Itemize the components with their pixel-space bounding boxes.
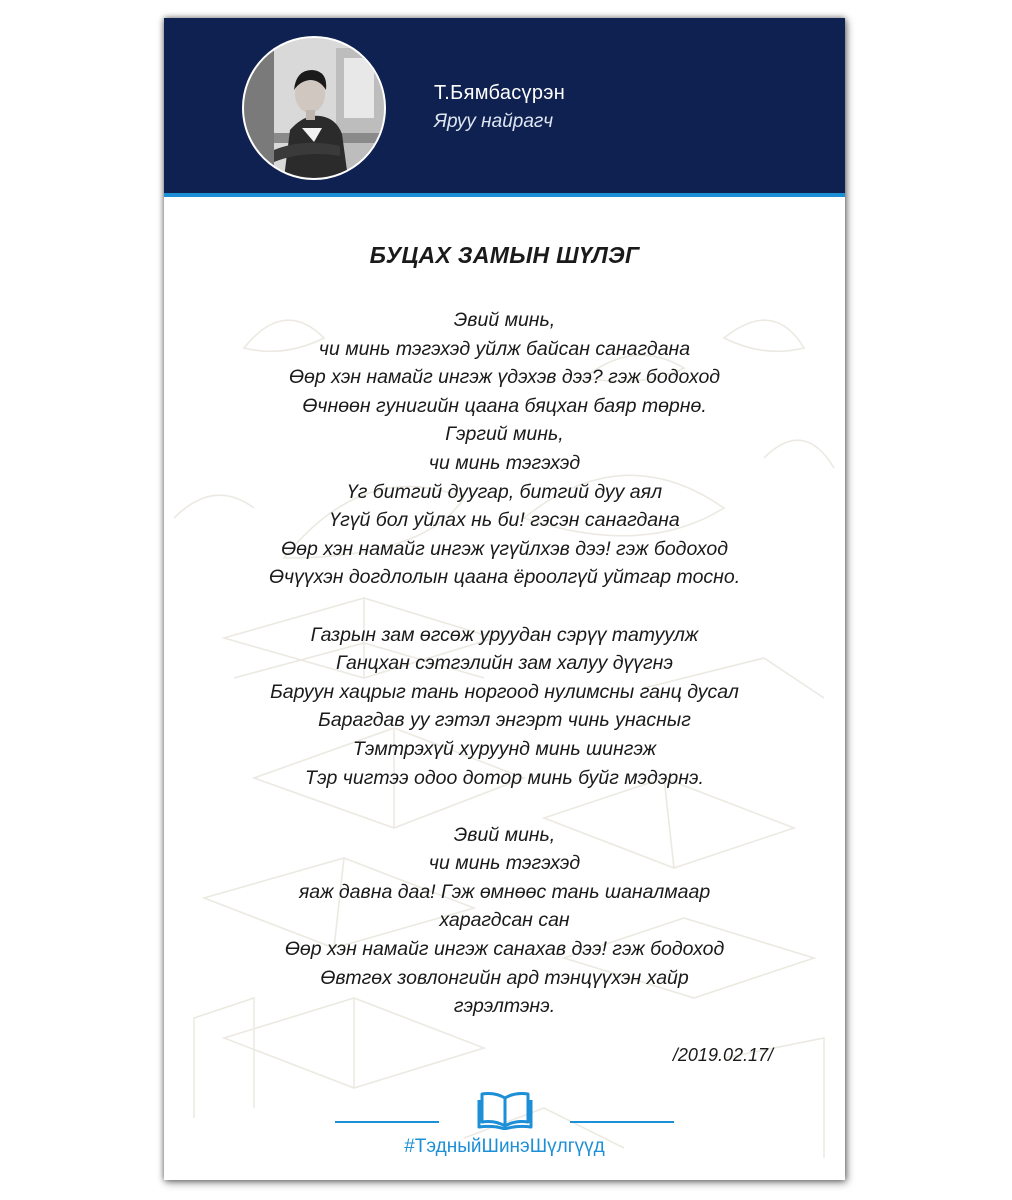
open-book-icon — [477, 1090, 533, 1130]
poem-line: Өчнөөн гунигийн цаана бяцхан баяр төрнө. — [302, 394, 707, 417]
poem-line: Баруун хацрыг тань норгоод нулимсны ганц дусал — [270, 680, 739, 703]
author-portrait-icon — [244, 38, 384, 178]
poem-line: Тэмтрэхүй хуруунд минь шингэж — [352, 737, 657, 760]
poem-line: Өөр хэн намайг ингэж үгүйлхэв дээ! гэж бодоход — [280, 537, 729, 560]
author-role: Яруу найрагч — [434, 111, 554, 132]
stanza-gap — [164, 592, 845, 621]
poem-line: Өвтгөх зовлонгийн ард тэнцүүхэн хайр — [320, 966, 689, 989]
poem-line: Ганцхан сэтгэлийн зам халуу дүүгнэ — [336, 652, 673, 675]
footer-divider-right — [570, 1121, 674, 1123]
poem-line: Эвий минь, — [453, 309, 556, 331]
poem-line: Барагдав уу гэтэл энгэрт чинь унасныг — [318, 709, 691, 732]
author-header — [164, 18, 845, 193]
poem-card — [164, 18, 845, 1180]
poem-line: Үг битгий дуугар, битгий дуу аял — [346, 480, 663, 503]
poem-line: Эвий минь, — [453, 823, 556, 846]
poem-line: Үгүй бол уйлах нь би! гэсэн санагдана — [329, 509, 680, 532]
poem-line: Өөр хэн намайг ингэж санахав дээ! гэж бодоход — [284, 938, 725, 961]
poem-line: чи минь тэгэхэд — [428, 451, 581, 474]
poem-line: Газрын зам өгсөж уруудан сэрүү татуулж — [310, 623, 699, 646]
poem-line: гэрэлтэнэ. — [453, 995, 556, 1018]
poem-line: Гэргий минь, — [445, 423, 564, 446]
poem-date: /2019.02.17/ — [672, 1045, 773, 1065]
hashtag-link[interactable]: #ТэдныйШинэШүлгүүд — [404, 1136, 605, 1157]
footer-divider-left — [335, 1121, 439, 1123]
poem-line: харагдсан сан — [439, 909, 570, 932]
poem-line: чи минь тэгэхэд уйлж байсан санагдана — [318, 337, 691, 360]
poem-line: Тэр чигтээ одоо дотор минь буйг мэдэрнэ. — [305, 766, 704, 789]
poem-body — [164, 306, 845, 1021]
poem-line: Өчүүхэн догдлолын цаана ёроолгүй уйтгар тосно. — [268, 566, 741, 589]
poem-line: яаж давна даа! Гэж өмнөөс тань шаналмаар — [298, 880, 711, 903]
author-name: Т.Бямбасүрэн — [434, 82, 566, 104]
stanza-gap — [164, 792, 845, 821]
header-stripe — [164, 193, 845, 197]
poem-line: Өөр хэн намайг ингэж үдэхэв дээ? гэж бодоход — [288, 366, 721, 389]
poem-line: чи минь тэгэхэд — [428, 852, 581, 875]
author-avatar — [242, 36, 386, 180]
poem-title: БУЦАХ ЗАМЫН ШҮЛЭГ — [369, 242, 640, 268]
